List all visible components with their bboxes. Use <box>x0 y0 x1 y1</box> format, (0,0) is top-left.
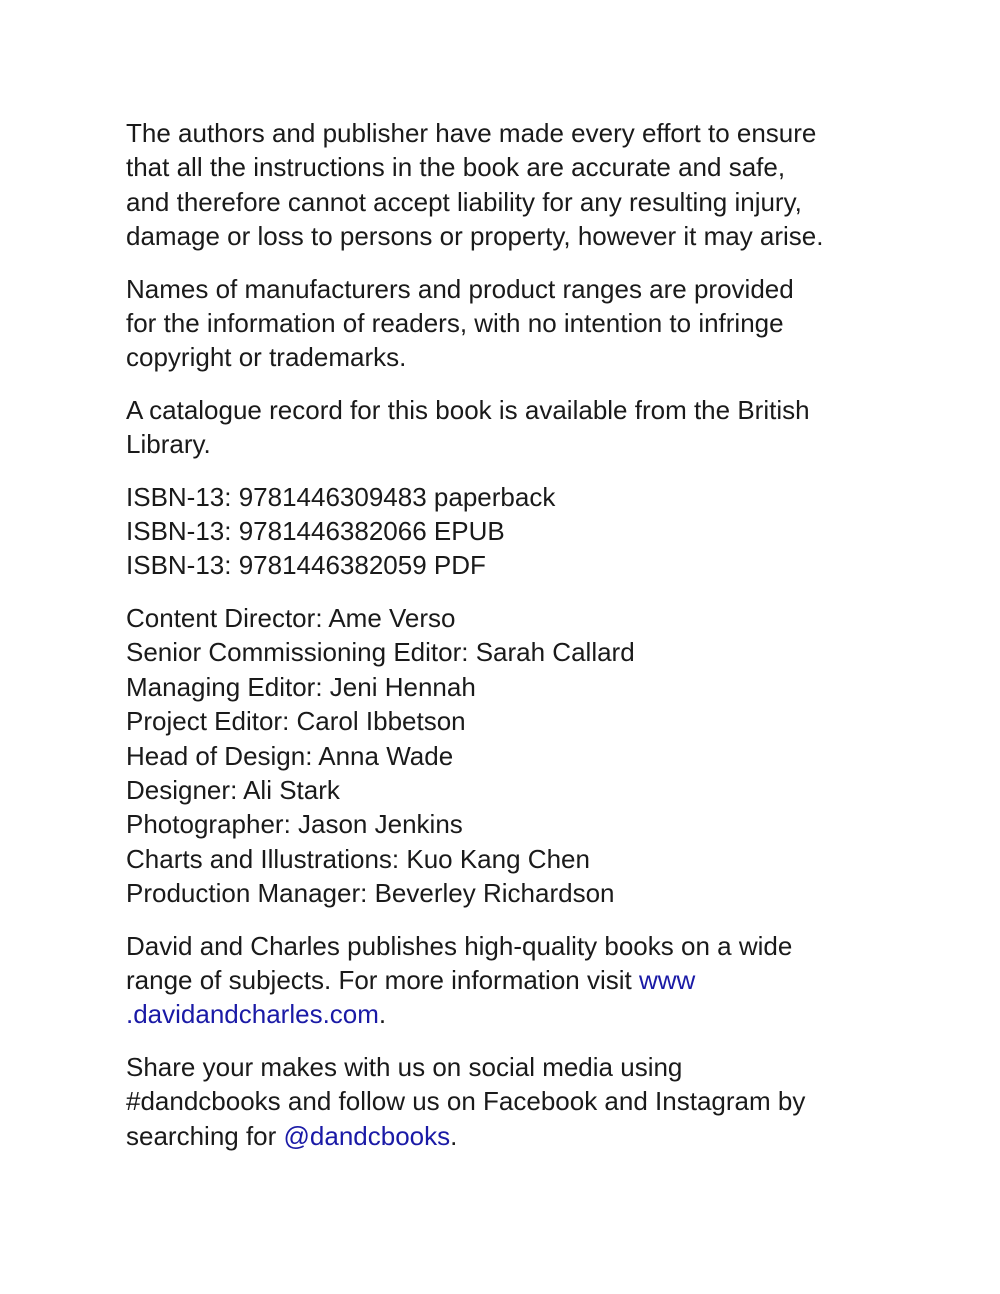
catalogue-line: A catalogue record for this book is available from the British <box>126 394 810 425</box>
credit-name: Sarah Callard <box>475 637 635 668</box>
credit-name: Kuo Kang Chen <box>406 843 590 874</box>
disclaimer-line: The authors and publisher have made every effort to ensure <box>126 118 817 148</box>
disclaimer-line: damage or loss to persons or property, however it may arise. <box>126 221 824 252</box>
website-link-start[interactable]: www <box>638 964 696 995</box>
disclaimer-line: and therefore cannot accept liability for any resulting injury, <box>126 186 802 217</box>
trademarks-line: for the information of readers, with no intention to infringe <box>126 308 784 339</box>
social-line: #dandcbooks and follow us on Facebook and Instagram by <box>126 1086 806 1117</box>
catalogue-paragraph <box>126 393 886 462</box>
social-paragraph <box>126 1050 886 1153</box>
credit-role: Designer <box>126 774 231 805</box>
credit-entry: Content Director: Ame Verso <box>126 602 456 633</box>
credit-entry: Production Manager: Beverley Richardson <box>126 878 615 909</box>
credits-list <box>126 601 886 911</box>
credit-role: Project Editor <box>126 706 283 737</box>
publisher-info-text: range of subjects. For more information visit <box>126 964 639 995</box>
publisher-info-line <box>126 997 886 1031</box>
social-handle-link[interactable]: @dandcbooks <box>283 1120 451 1151</box>
credit-entry: Senior Commissioning Editor: Sarah Callard <box>126 637 635 668</box>
publisher-info-period: . <box>378 999 387 1030</box>
publisher-info-paragraph <box>126 929 886 1032</box>
isbn-entry: ISBN-13: 9781446382059 PDF <box>126 550 486 581</box>
credit-role: Photographer <box>126 809 284 840</box>
credit-role: Managing Editor <box>126 671 316 702</box>
credit-role: Head of Design <box>126 740 306 771</box>
credit-entry: Designer: Ali Stark <box>126 774 340 805</box>
trademarks-paragraph <box>126 272 886 375</box>
disclaimer-line: that all the instructions in the book are accurate and safe, <box>126 152 786 183</box>
disclaimer-paragraph <box>126 116 886 254</box>
catalogue-line: Library. <box>126 429 211 460</box>
social-period: . <box>450 1120 458 1151</box>
credit-entry: Managing Editor: Jeni Hennah <box>126 671 476 702</box>
trademarks-line: copyright or trademarks. <box>126 342 407 373</box>
isbn-entry: ISBN-13: 9781446309483 paperback <box>126 481 556 512</box>
publisher-info-line: David and Charles publishes high-quality books on a wide <box>126 930 793 961</box>
website-link-end[interactable]: .davidandcharles.com <box>126 999 379 1030</box>
credit-entry: Photographer: Jason Jenkins <box>126 809 463 840</box>
credit-role: Senior Commissioning Editor <box>126 637 462 668</box>
credit-name: Ali Stark <box>243 774 340 805</box>
credit-name: Carol Ibbetson <box>296 706 466 737</box>
credit-name: Jason Jenkins <box>298 809 463 840</box>
isbn-entry: ISBN-13: 9781446382066 EPUB <box>126 516 505 547</box>
trademarks-line: Names of manufacturers and product ranges are provided <box>126 273 794 304</box>
social-text: searching for <box>126 1120 284 1151</box>
credit-entry: Head of Design: Anna Wade <box>126 740 454 771</box>
credit-name: Beverley Richardson <box>374 878 615 909</box>
credit-name: Jeni Hennah <box>329 671 476 702</box>
isbn-list <box>126 480 886 583</box>
credit-role: Content Director <box>126 602 316 633</box>
credit-role: Charts and Illustrations <box>126 843 392 874</box>
credit-role: Production Manager <box>126 878 361 909</box>
publisher-info-line <box>126 963 886 997</box>
credit-entry: Charts and Illustrations: Kuo Kang Chen <box>126 843 590 874</box>
social-line: Share your makes with us on social media using <box>126 1051 683 1082</box>
copyright-page <box>126 116 886 1171</box>
social-line <box>126 1119 886 1153</box>
credit-name: Anna Wade <box>318 740 454 771</box>
credit-name: Ame Verso <box>328 602 456 633</box>
credit-entry: Project Editor: Carol Ibbetson <box>126 706 466 737</box>
